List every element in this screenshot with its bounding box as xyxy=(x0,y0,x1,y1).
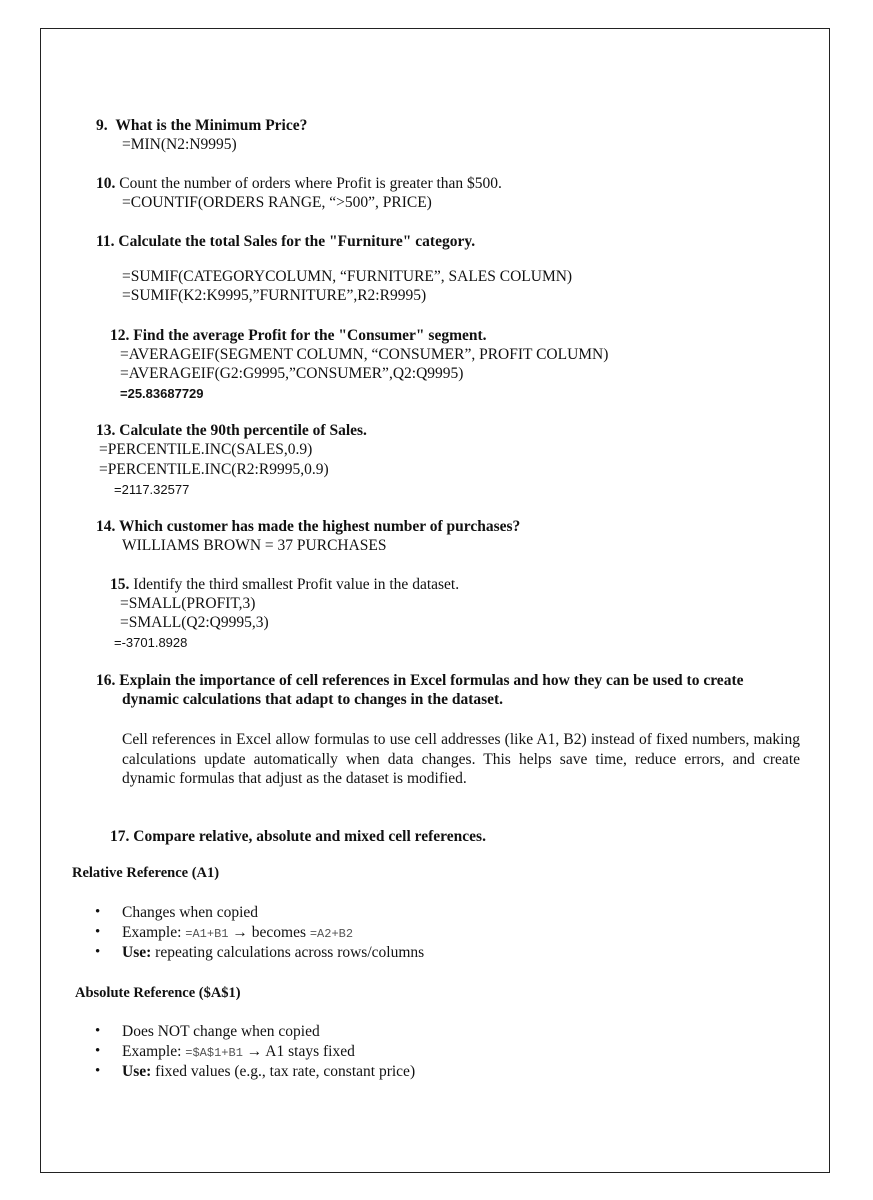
use-text: repeating calculations across rows/columns xyxy=(151,944,425,961)
q11-title: 11. Calculate the total Sales for the "Furniture" category. xyxy=(96,233,476,250)
q15-text: Identify the third smallest Profit value in the dataset. xyxy=(129,576,460,593)
code-snippet: =A1+B1 xyxy=(185,927,229,941)
q15-result: =-3701.8928 xyxy=(114,635,188,650)
q10-title xyxy=(96,175,502,193)
q13-title: 13. Calculate the 90th percentile of Sales. xyxy=(96,422,367,439)
bullet-icon: • xyxy=(95,904,101,920)
q10-number: 10. xyxy=(96,175,116,192)
example-label: Example: xyxy=(122,1043,186,1060)
q13-result: =2117.32577 xyxy=(114,482,190,497)
absolute-bullet-3 xyxy=(122,1063,415,1081)
q16-answer: Cell references in Excel allow formulas to use cell addresses (like A1, B2) instead of fixed numbers, making calculations update automatically when data changes. This helps save time, reduce errors, and create dynamic formulas that adjust as the dataset is modified. xyxy=(122,731,800,787)
relative-bullet-3 xyxy=(122,944,424,962)
bullet-icon: • xyxy=(95,944,101,960)
absolute-reference-heading: Absolute Reference ($A$1) xyxy=(75,985,241,1001)
q13-formula-1: =PERCENTILE.INC(SALES,0.9) xyxy=(99,441,313,458)
q13-formula-2: =PERCENTILE.INC(R2:R9995,0.9) xyxy=(99,461,329,478)
bullet-icon: • xyxy=(95,1023,101,1039)
q12-title: 12. Find the average Profit for the "Consumer" segment. xyxy=(110,327,487,344)
q16-title-line-2: dynamic calculations that adapt to changes in the dataset. xyxy=(122,691,504,708)
example-label: Example: xyxy=(122,924,186,941)
q14-title: 14. Which customer has made the highest number of purchases? xyxy=(96,518,521,535)
q15-formula-2: =SMALL(Q2:Q9995,3) xyxy=(120,614,269,631)
q16-title-line-1: 16. Explain the importance of cell references in Excel formulas and how they can be used to create xyxy=(96,672,744,689)
relative-bullet-1: Changes when copied xyxy=(122,904,259,921)
q9-formula: =MIN(N2:N9995) xyxy=(122,136,237,153)
code-snippet: =A2+B2 xyxy=(309,927,354,941)
use-label: Use: xyxy=(122,1063,152,1080)
q15-title xyxy=(110,576,459,594)
q12-result: =25.83687729 xyxy=(120,386,204,401)
absolute-bullet-2 xyxy=(122,1043,355,1062)
bullet-icon: • xyxy=(95,1043,101,1059)
relative-bullet-2 xyxy=(122,924,353,943)
q15-formula-1: =SMALL(PROFIT,3) xyxy=(120,595,256,612)
q15-number: 15. xyxy=(110,576,130,593)
q9-title: 9. What is the Minimum Price? xyxy=(96,117,308,134)
q11-formula-1: =SUMIF(CATEGORYCOLUMN, “FURNITURE”, SALES COLUMN) xyxy=(122,268,573,285)
q12-formula-1: =AVERAGEIF(SEGMENT COLUMN, “CONSUMER”, PROFIT COLUMN) xyxy=(120,346,609,363)
absolute-bullet-1: Does NOT change when copied xyxy=(122,1023,320,1040)
q11-formula-2: =SUMIF(K2:K9995,”FURNITURE”,R2:R9995) xyxy=(122,287,427,304)
bullet-icon: • xyxy=(95,924,101,940)
code-snippet: =$A$1+B1 xyxy=(185,1046,243,1060)
q10-formula: =COUNTIF(ORDERS RANGE, “>500”, PRICE) xyxy=(122,194,432,211)
q12-formula-2: =AVERAGEIF(G2:G9995,”CONSUMER”,Q2:Q9995) xyxy=(120,365,464,382)
q14-answer: WILLIAMS BROWN = 37 PURCHASES xyxy=(122,537,387,554)
relative-reference-heading: Relative Reference (A1) xyxy=(72,865,220,881)
example-text: → becomes xyxy=(228,924,310,941)
use-label: Use: xyxy=(122,944,152,961)
bullet-icon: • xyxy=(95,1063,101,1079)
q10-text: Count the number of orders where Profit is greater than $500. xyxy=(115,175,502,192)
example-text: → A1 stays fixed xyxy=(242,1043,355,1060)
use-text: fixed values (e.g., tax rate, constant price) xyxy=(151,1063,416,1080)
q17-title: 17. Compare relative, absolute and mixed cell references. xyxy=(110,828,486,845)
